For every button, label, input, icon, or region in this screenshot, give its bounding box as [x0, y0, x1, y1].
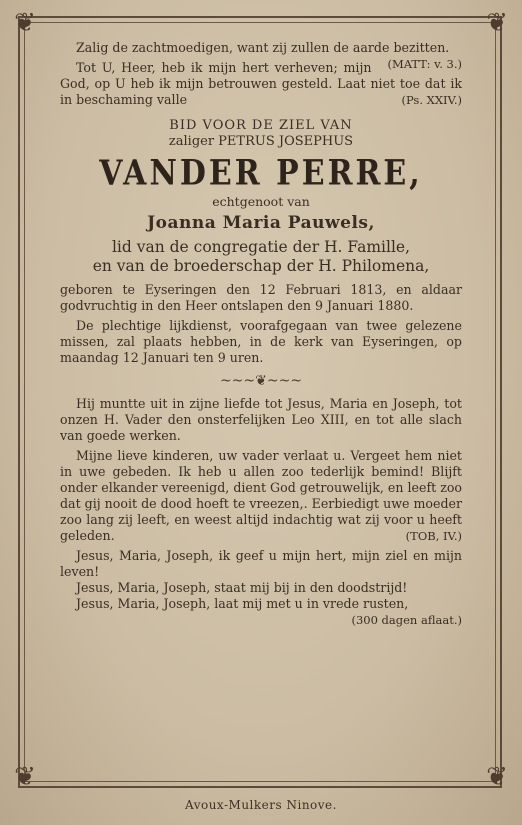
spouse-intro: echtgenoot van	[212, 194, 310, 209]
prayer-3-text: Jesus, Maria, Joseph, laat mij met u in vrede rusten,	[76, 596, 409, 611]
farewell-reference: (TOB, IV.)	[405, 529, 462, 543]
prayer-3	[60, 596, 462, 627]
corner-ornament-icon: ❦	[486, 8, 508, 38]
ornament-divider: ~~~❦~~~	[219, 373, 303, 389]
first-names: zaliger PETRUS JOSEPHUS	[168, 134, 354, 149]
membership-line-2: en van de broederschap der H. Philomena,	[92, 257, 430, 275]
virtues-paragraph: Hij muntte uit in zijne liefde tot Jesus, Maria en Joseph, tot onzen H. Vader den onsterfelijken Leo XIII, en tot alle slach van goede werken.	[60, 396, 462, 443]
corner-ornament-icon: ❦	[486, 762, 508, 792]
corner-ornament-icon: ❦	[14, 8, 36, 38]
card-text	[60, 40, 462, 628]
verse-2-text: Tot U, Heer, heb ik mijn hert verheven; mijn God, op U heb ik mijn betrouwen gesteld. Laat niet toe dat ik in beschaming valle	[60, 60, 462, 107]
printer-imprint: Avoux-Mulkers Ninove.	[185, 798, 337, 812]
indulgence-note: (300 dagen aflaat.)	[351, 613, 462, 627]
corner-ornament-icon: ❦	[14, 762, 36, 792]
verse-2-reference: (Ps. XXIV.)	[401, 93, 462, 107]
verse-1-reference: (MATT: v. 3.)	[387, 57, 462, 71]
membership-line-1: lid van de congregatie der H. Famille,	[111, 238, 411, 256]
spouse-name: Joanna Maria Pauwels,	[147, 213, 375, 233]
farewell-text: Mijne lieve kinderen, uw vader verlaat u. Vergeet hem niet in uwe gebeden. Ik heb u allen zoo tederlijk bemind! Blijft onder elkander vereenigd, dient God getrouwelijk, en leeft zoo dat gij nooit de dood hoeft te vreezen,. Eerbiedigt uwe moeder zoo lang zij leeft, en weest altijd indachtig wat zij voor u heeft geleden.	[60, 448, 462, 543]
surname-title: VANDER PERRE,	[99, 153, 423, 194]
farewell-paragraph	[60, 448, 462, 544]
bid-heading: BID VOOR DE ZIEL VAN	[169, 118, 353, 133]
verse-1-text: Zalig de zachtmoedigen, want zij zullen de aarde bezitten.	[76, 40, 450, 55]
prayer-1: Jesus, Maria, Joseph, ik geef u mijn hert, mijn ziel en mijn leven!	[60, 548, 462, 579]
prayer-2: Jesus, Maria, Joseph, staat mij bij in den doodstrijd!	[76, 580, 408, 595]
verse-1	[60, 40, 462, 71]
birth-death-paragraph: geboren te Eyseringen den 12 Februari 1813, en aldaar godvruchtig in den Heer ontslapen den 9 Januari 1880.	[60, 282, 462, 313]
funeral-service-paragraph: De plechtige lijkdienst, voorafgegaan van twee gelezene missen, zal plaats hebben, in de kerk van Eyseringen, op maandag 12 Januari ten 9 uren.	[60, 318, 462, 365]
